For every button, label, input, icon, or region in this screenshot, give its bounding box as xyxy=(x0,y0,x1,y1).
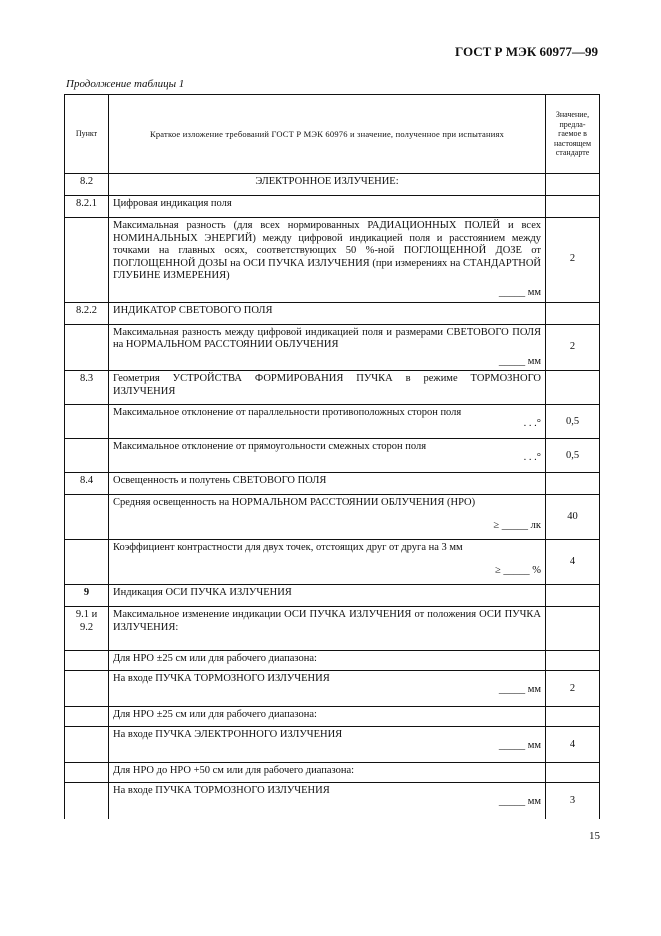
proposed-value xyxy=(546,302,600,324)
clause-number: 8.2.1 xyxy=(65,196,109,218)
proposed-value: 40 xyxy=(546,495,600,540)
proposed-value xyxy=(546,607,600,651)
table-row xyxy=(65,371,600,405)
clause-number: 8.4 xyxy=(65,473,109,495)
measurement-unit: _____ мм xyxy=(498,286,541,298)
measurement-unit: _____ мм xyxy=(498,355,541,367)
requirement-text: На входе ПУЧКА ТОРМОЗНОГО ИЗЛУЧЕНИЯ xyxy=(113,785,330,797)
requirement-cell xyxy=(109,540,546,585)
clause-number xyxy=(65,405,109,439)
table-row xyxy=(65,174,600,196)
requirement-text: Коэффициент контрастности для двух точек, отстоящих друг от друга на 3 мм xyxy=(113,542,463,554)
table-row xyxy=(65,473,600,495)
requirement-cell xyxy=(109,671,546,707)
clause-number xyxy=(65,671,109,707)
requirements-table xyxy=(64,94,600,819)
requirement-cell xyxy=(109,405,546,439)
requirement-text: Максимальная разность (для всех нормированных РАДИАЦИОННЫХ ПОЛЕЙ и всех НОМИНАЛЬНЫХ ЭНЕРГИЙ) между цифровой индикацией поля и расстоянием между точками на главных осях, соответствующих 50 %-ной ПОГЛОЩЕННОЙ ДОЗЕ от ПОГЛОЩЕННОЙ ДОЗЫ на ОСИ ПУЧКА ИЗЛУЧЕНИЯ (при измерениях на СТАНДАРТНОЙ ГЛУБИНЕ ИЗМЕРЕНИЯ) xyxy=(113,220,541,282)
clause-number xyxy=(65,783,109,819)
proposed-value: 3 xyxy=(546,783,600,819)
header-proposed-value: Значение, предла-гаемое в настоящем стандарте xyxy=(546,95,600,174)
table-row xyxy=(65,763,600,783)
page-number: 15 xyxy=(589,830,600,842)
requirement-cell xyxy=(109,783,546,819)
clause-number xyxy=(65,763,109,783)
measurement-unit: _____ мм xyxy=(498,795,541,807)
proposed-value: 2 xyxy=(546,324,600,371)
clause-number: 9 xyxy=(65,585,109,607)
proposed-value xyxy=(546,196,600,218)
requirement-text: Максимальное отклонение от прямоугольности смежных сторон поля xyxy=(113,441,427,453)
clause-number: 8.2.2 xyxy=(65,302,109,324)
requirement-text: Для НРО ±25 см или для рабочего диапазона: xyxy=(109,651,546,671)
clause-number xyxy=(65,651,109,671)
requirement-text: Максимальное изменение индикации ОСИ ПУЧКА ИЗЛУЧЕНИЯ от положения ОСИ ПУЧКА ИЗЛУЧЕНИЯ: xyxy=(109,607,546,651)
table-row xyxy=(65,651,600,671)
clause-number xyxy=(65,218,109,303)
clause-number xyxy=(65,727,109,763)
proposed-value xyxy=(546,763,600,783)
clause-number xyxy=(65,495,109,540)
requirement-cell xyxy=(109,324,546,371)
requirement-text: Освещенность и полутень СВЕТОВОГО ПОЛЯ xyxy=(109,473,546,495)
requirement-text: На входе ПУЧКА ЭЛЕКТРОННОГО ИЗЛУЧЕНИЯ xyxy=(113,729,343,741)
requirement-text: Цифровая индикация поля xyxy=(109,196,546,218)
proposed-value xyxy=(546,371,600,405)
proposed-value: 4 xyxy=(546,540,600,585)
requirement-text: Индикация ОСИ ПУЧКА ИЗЛУЧЕНИЯ xyxy=(109,585,546,607)
clause-number xyxy=(65,540,109,585)
table-row xyxy=(65,218,600,303)
table-row xyxy=(65,607,600,651)
requirement-cell xyxy=(109,439,546,473)
measurement-unit: _____ мм xyxy=(498,739,541,751)
clause-number xyxy=(65,324,109,371)
measurement-unit: . . .° xyxy=(523,417,541,429)
proposed-value xyxy=(546,651,600,671)
requirement-text: Максимальное отклонение от параллельности противоположных сторон поля xyxy=(113,407,462,419)
document-code: ГОСТ Р МЭК 60977—99 xyxy=(455,44,598,59)
proposed-value xyxy=(546,707,600,727)
table-row xyxy=(65,727,600,763)
proposed-value: 2 xyxy=(546,671,600,707)
requirement-text: Для НРО до НРО +50 см или для рабочего диапазона: xyxy=(109,763,546,783)
table-row xyxy=(65,783,600,819)
table-row xyxy=(65,196,600,218)
requirement-text: Геометрия УСТРОЙСТВА ФОРМИРОВАНИЯ ПУЧКА в режиме ТОРМОЗНОГО ИЗЛУЧЕНИЯ xyxy=(109,371,546,405)
proposed-value: 0,5 xyxy=(546,405,600,439)
header-clause: Пункт xyxy=(65,95,109,174)
table-header-row xyxy=(65,95,600,174)
header-description: Краткое изложение требований ГОСТ Р МЭК 60976 и значение, полученное при испытаниях xyxy=(109,95,546,174)
proposed-value: 2 xyxy=(546,218,600,303)
requirement-cell xyxy=(109,495,546,540)
table-row xyxy=(65,405,600,439)
requirement-text: ЭЛЕКТРОННОЕ ИЗЛУЧЕНИЕ: xyxy=(109,174,546,196)
clause-number: 8.2 xyxy=(65,174,109,196)
table-row xyxy=(65,439,600,473)
clause-number xyxy=(65,439,109,473)
measurement-unit: ≥ _____ % xyxy=(494,564,541,576)
measurement-unit: . . .° xyxy=(523,451,541,463)
requirement-text: На входе ПУЧКА ТОРМОЗНОГО ИЗЛУЧЕНИЯ xyxy=(113,673,330,685)
table-row xyxy=(65,585,600,607)
requirement-cell xyxy=(109,727,546,763)
measurement-unit: ≥ _____ лк xyxy=(493,519,541,531)
proposed-value: 0,5 xyxy=(546,439,600,473)
requirement-cell xyxy=(109,218,546,303)
table-continuation-caption: Продолжение таблицы 1 xyxy=(66,78,185,90)
table-row xyxy=(65,324,600,371)
requirement-text: Средняя освещенность на НОРМАЛЬНОМ РАССТОЯНИИ ОБЛУЧЕНИЯ (НРО) xyxy=(113,497,476,509)
requirement-text: Для НРО ±25 см или для рабочего диапазона: xyxy=(109,707,546,727)
table-row xyxy=(65,495,600,540)
clause-number: 8.3 xyxy=(65,371,109,405)
clause-number: 9.1 и 9.2 xyxy=(65,607,109,651)
requirement-text: ИНДИКАТОР СВЕТОВОГО ПОЛЯ xyxy=(109,302,546,324)
proposed-value: 4 xyxy=(546,727,600,763)
proposed-value xyxy=(546,473,600,495)
proposed-value xyxy=(546,585,600,607)
requirement-text: Максимальная разность между цифровой индикацией поля и размерами СВЕТОВОГО ПОЛЯ на НОРМАЛЬНОМ РАССТОЯНИИ ОБЛУЧЕНИЯ xyxy=(113,326,541,351)
table-row xyxy=(65,671,600,707)
measurement-unit: _____ мм xyxy=(498,683,541,695)
table-row xyxy=(65,540,600,585)
clause-number xyxy=(65,707,109,727)
proposed-value xyxy=(546,174,600,196)
table-row xyxy=(65,302,600,324)
table-row xyxy=(65,707,600,727)
